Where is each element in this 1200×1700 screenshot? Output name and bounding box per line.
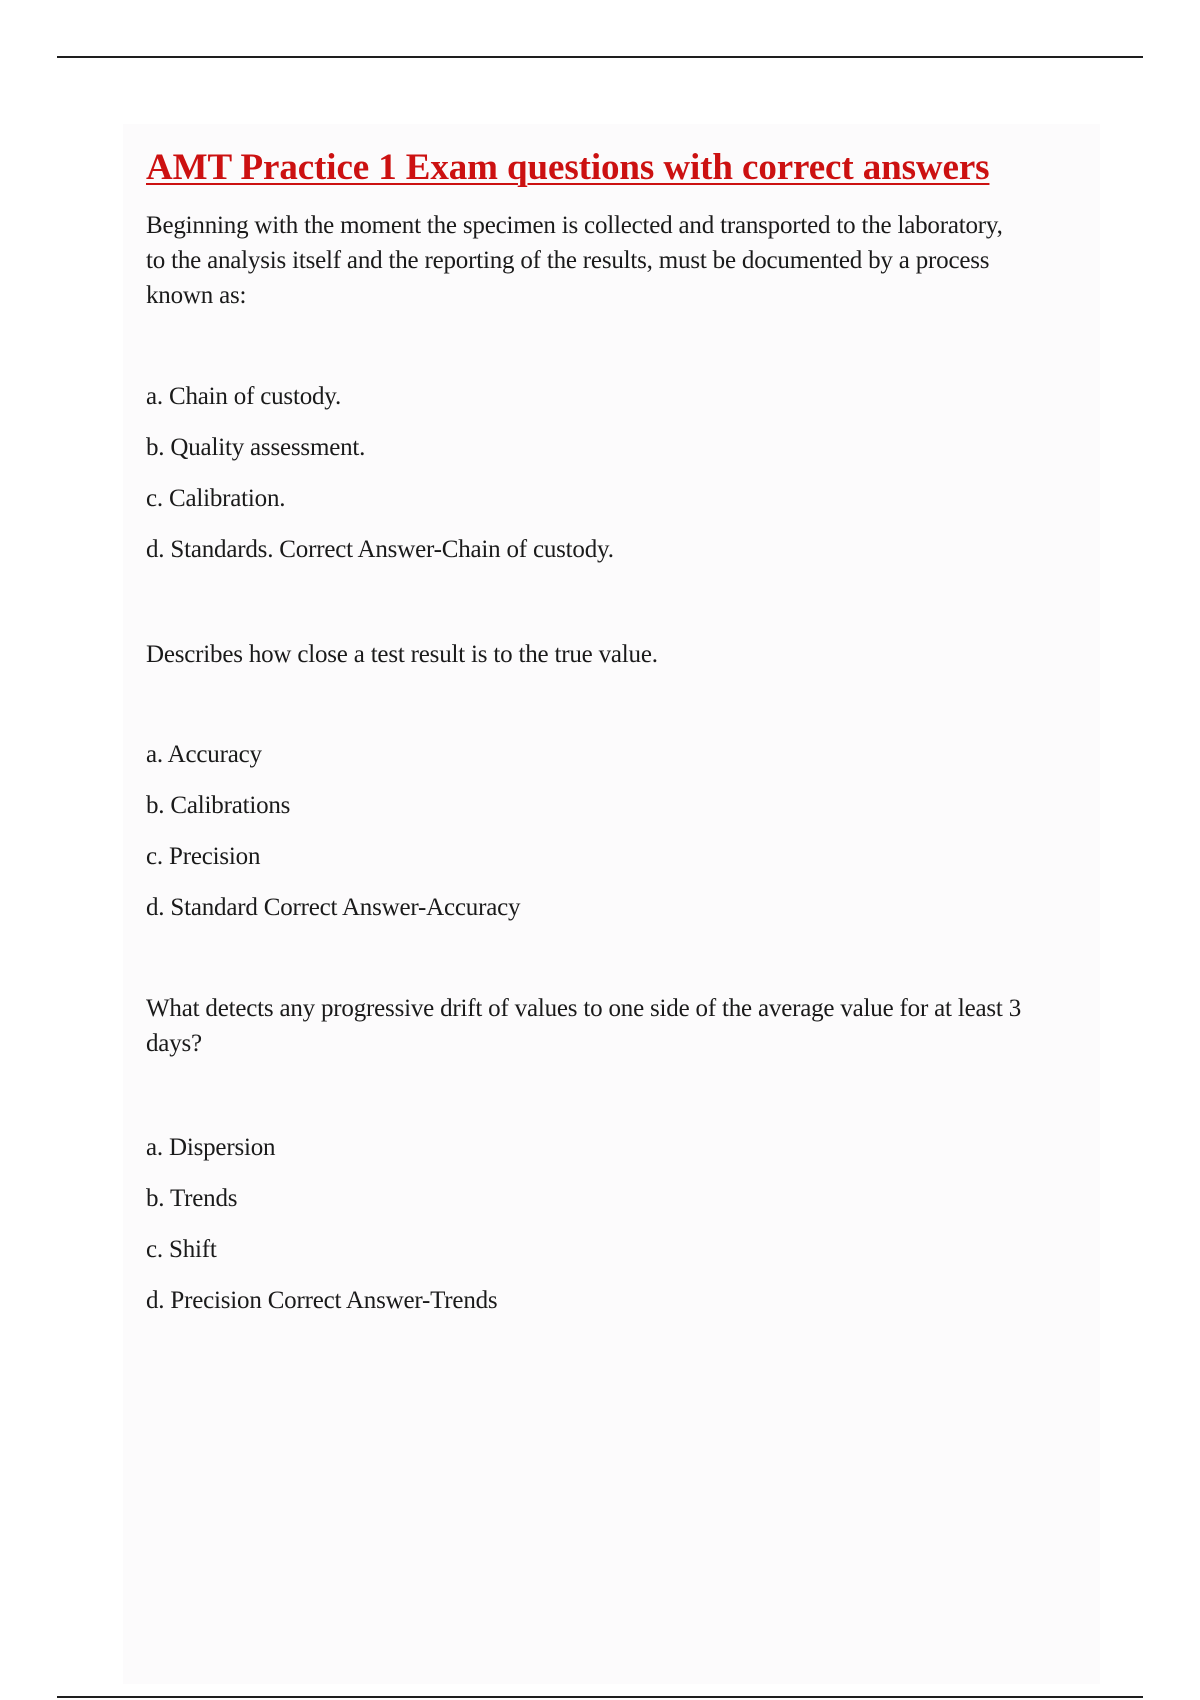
- option-c: c. Calibration.: [146, 485, 286, 512]
- options-list-3: [146, 1130, 497, 1334]
- option-d-answer: d. Precision Correct Answer-Trends: [146, 1287, 498, 1314]
- option-c: c. Precision: [146, 843, 261, 870]
- option-b: b. Quality assessment.: [146, 434, 366, 461]
- document-title: AMT Practice 1 Exam questions with correct answers: [146, 147, 990, 188]
- question-text: Beginning with the moment the specimen is collected and transported to the laboratory, to the analysis itself and the reporting of the results, must be documented by a process known as:: [146, 212, 1003, 309]
- document-body: [146, 146, 1086, 1314]
- option-a: a. Accuracy: [146, 741, 262, 768]
- question-text: What detects any progressive drift of values to one side of the average value for at least 3 days?: [146, 995, 1022, 1057]
- option-b: b. Trends: [146, 1185, 238, 1212]
- footer-rule: [57, 1696, 1143, 1698]
- options-list-1: [146, 379, 614, 583]
- question-text: Describes how close a test result is to the true value.: [146, 641, 658, 668]
- question-block-3: [146, 991, 1086, 1061]
- header-rule: [57, 56, 1143, 58]
- options-list-2: [146, 737, 520, 941]
- option-d-answer: d. Standard Correct Answer-Accuracy: [146, 894, 521, 921]
- option-a: a. Dispersion: [146, 1134, 276, 1161]
- question-block-2: [146, 637, 1086, 672]
- option-d-answer: d. Standards. Correct Answer-Chain of custody.: [146, 536, 614, 563]
- question-block-1: [146, 208, 1086, 313]
- option-c: c. Shift: [146, 1236, 217, 1263]
- option-b: b. Calibrations: [146, 792, 291, 819]
- option-a: a. Chain of custody.: [146, 383, 342, 410]
